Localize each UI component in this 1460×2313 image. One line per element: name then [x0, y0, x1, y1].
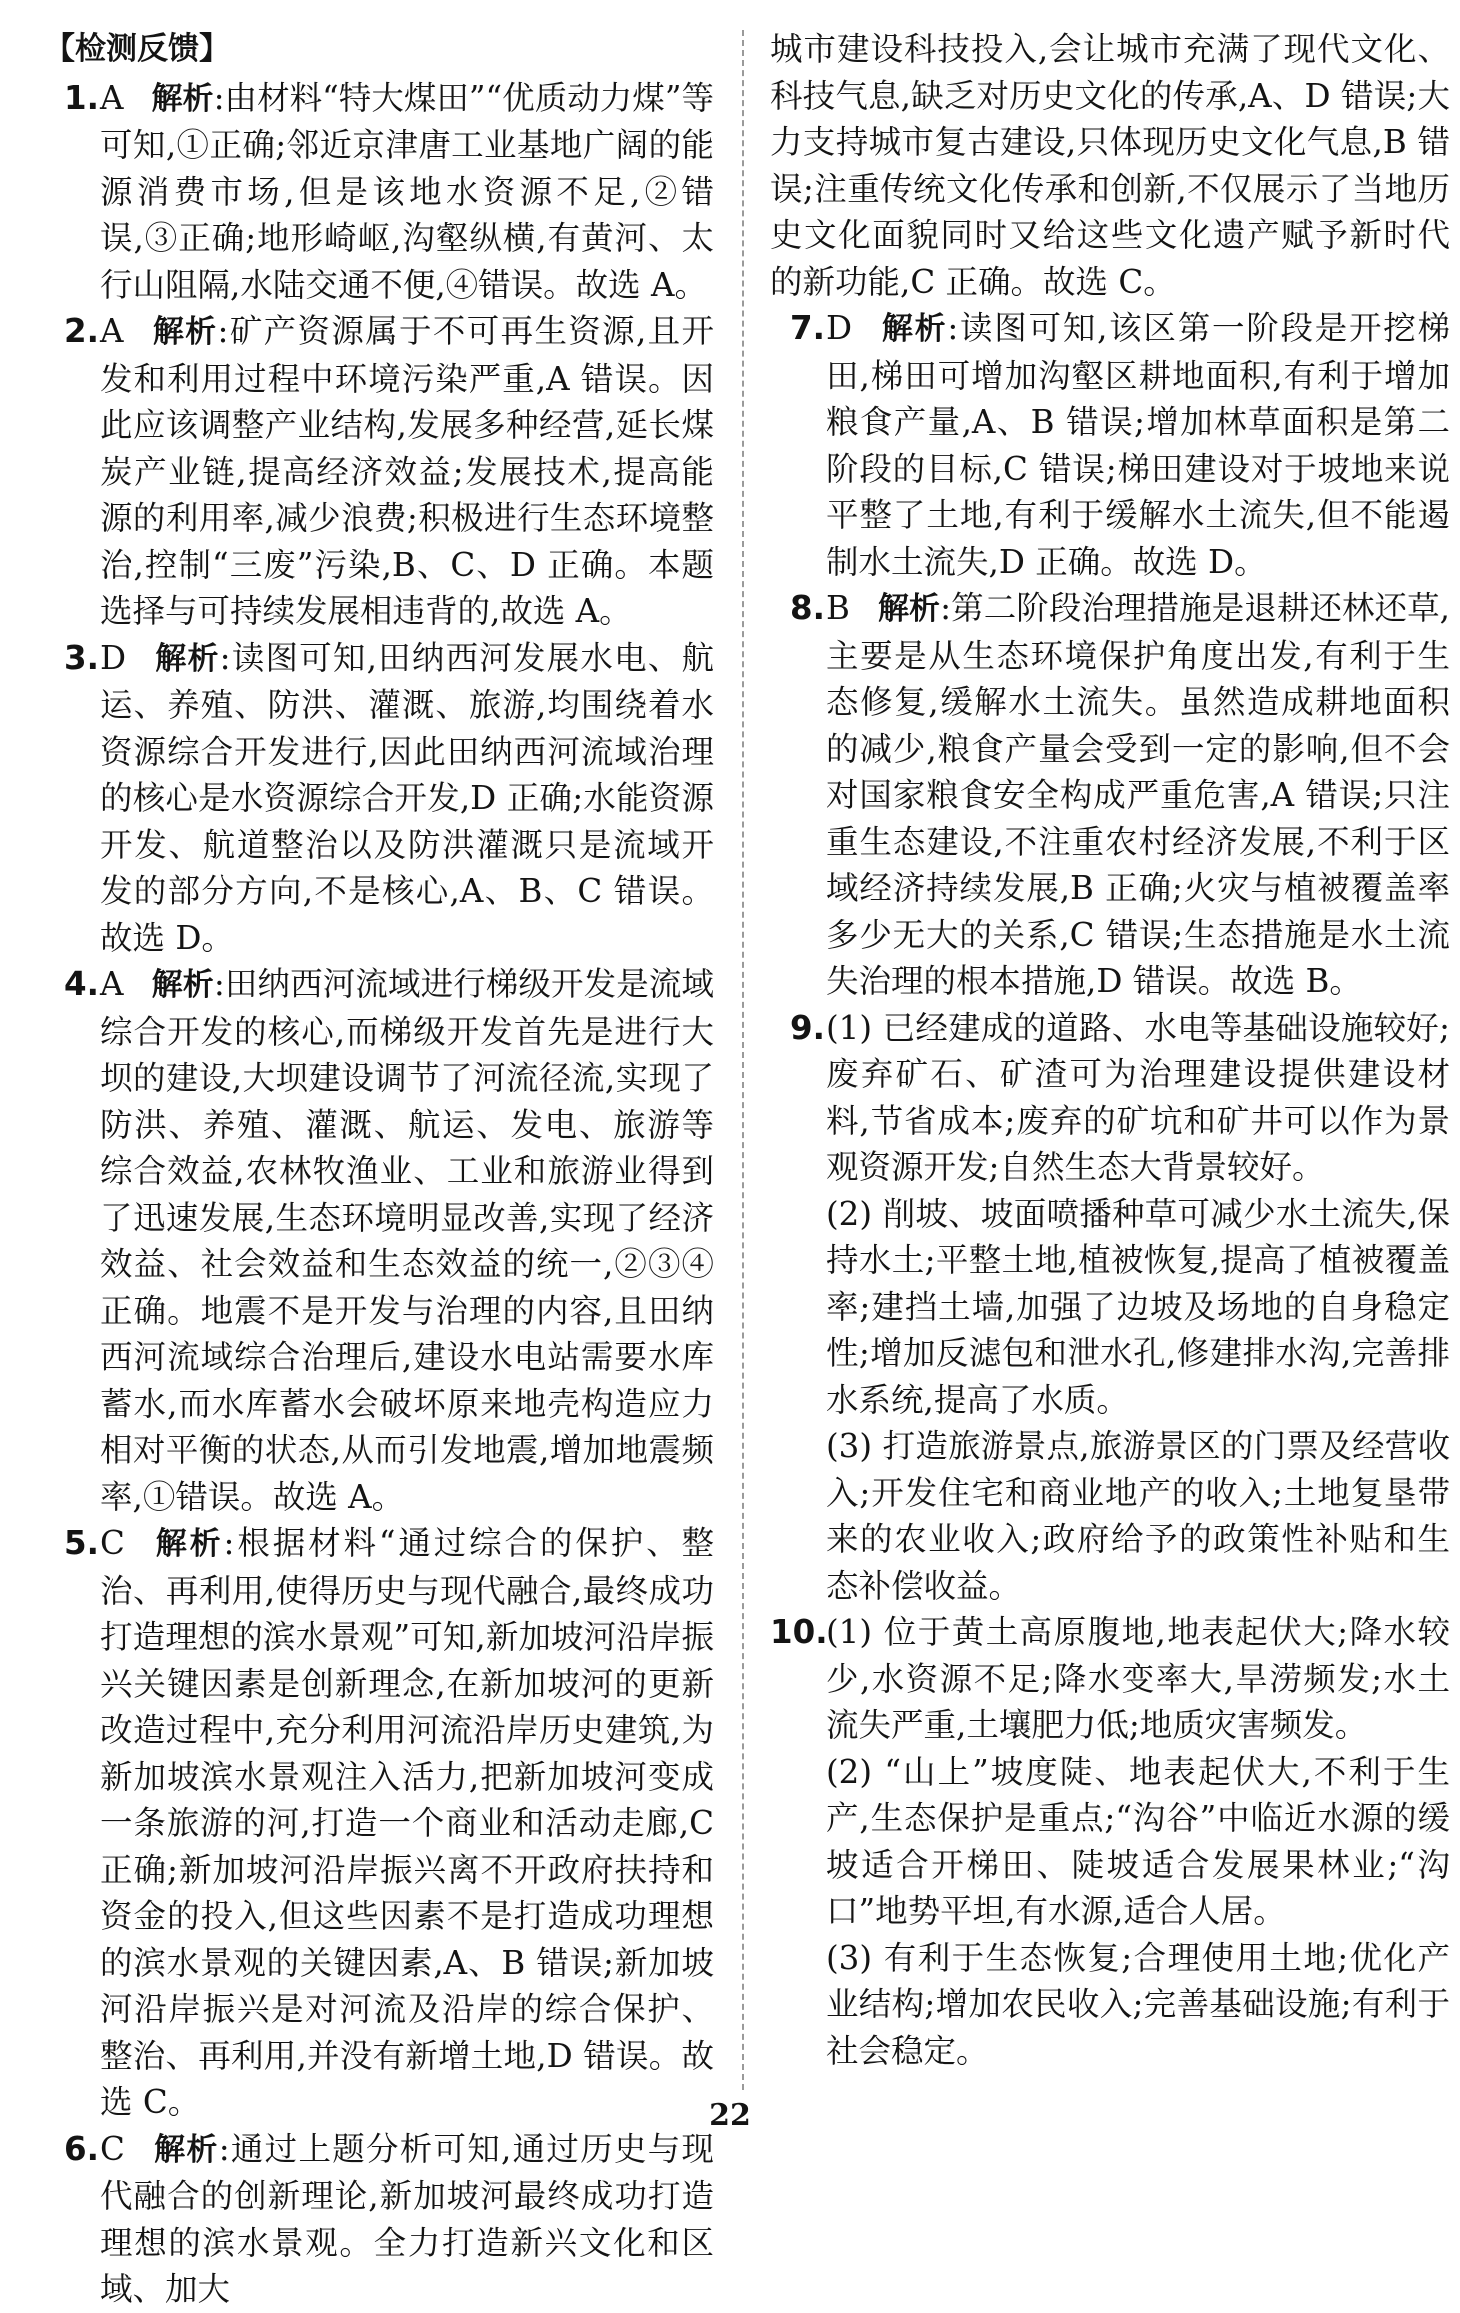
answer-letter: B: [826, 589, 850, 627]
analysis-text: :由材料“特大煤田”“优质动力煤”等可知,①正确;邻近京津唐工业基地广阔的能源消费市场,但是该地水资源不足,②错误,③正确;地形崎岖,沟壑纵横,有黄河、太行山阻隔,水陆交通不便,④错误。故选 A。: [100, 78, 714, 304]
question-number: 6.: [64, 2129, 99, 2168]
question-number: 4.: [64, 965, 99, 1003]
question-number: 9.: [790, 1008, 825, 1047]
question-number: 8.: [790, 589, 825, 627]
page-number: 22: [709, 2098, 751, 2133]
answer-part: (2) “山上”坡度陡、地表起伏大,不利于生产,生态保护是重点;“沟谷”中临近水源的缓坡适合开梯田、陡坡适合发展果林业;“沟口”地势平坦,有水源,适合人居。: [826, 1752, 1450, 1930]
answer-item-4: [44, 961, 714, 1520]
analysis-label: 解析: [151, 314, 218, 350]
analysis-text: :读图可知,田纳西河发展水电、航运、养殖、防洪、灌溉、旅游,均围绕着水资源综合开发进行,因此田纳西河流域治理的核心是水资源综合开发,D 正确;水能资源开发、航道整治以及防洪灌溉只是流域开发的部分方向,不是核心,A、B、C 错误。故选 D。: [100, 638, 714, 957]
answer-item-2: [44, 308, 714, 635]
answer-part: (1) 位于黄土高原腹地,地表起伏大;降水较少,水资源不足;降水变率大,旱涝频发;水土流失严重,土壤肥力低;地质灾害频发。: [826, 1613, 1450, 1744]
analysis-label: 解析: [877, 591, 941, 627]
answer-letter: C: [100, 2129, 125, 2168]
analysis-label: 解析: [151, 80, 214, 117]
answer-part: (2) 削坡、坡面喷播种草可减少水土流失,保持水土;平整土地,植被恢复,提高了植被覆盖率;建挡土墙,加强了边坡及场地的自身稳定性;增加反滤包和泄水孔,修建排水沟,完善排水系统,提高了水质。: [826, 1194, 1450, 1419]
answer-item-8: [770, 585, 1450, 1005]
answer-part: (3) 打造旅游景点,旅游景区的门票及经营收入;开发住宅和商业地产的收入;土地复垦带来的农业收入;政府给予的政策性补贴和生态补偿收益。: [826, 1427, 1450, 1605]
analysis-text: :读图可知,该区第一阶段是开挖梯田,梯田可增加沟壑区耕地面积,有利于增加粮食产量,A、B 错误;增加林草面积是第二阶段的目标,C 错误;梯田建设对于坡地来说平整了土地,有利于缓解水土流失,但不能遏制水土流失,D 正确。故选 D。: [826, 309, 1451, 581]
answer-item-6-continued: 城市建设科技投入,会让城市充满了现代文化、科技气息,缺乏对历史文化的传承,A、D 错误;大力支持城市复古建设,只体现历史文化气息,B 错误;注重传统文化传承和创新,不仅展示了当地历史文化面貌同时又给这些文化遗产赋予新时代的新功能,C 正确。故选 C。: [770, 30, 1450, 301]
question-number: 3.: [64, 638, 99, 677]
analysis-text: :矿产资源属于不可再生资源,且开发和利用过程中环境污染严重,A 错误。因此应该调整产业结构,发展多种经营,延长煤炭产业链,提高经济效益;发展技术,提高能源的利用率,减少浪费;积极进行生态环境整治,控制“三废”污染,B、C、D 正确。本题选择与可持续发展相违背的,故选 A。: [100, 312, 715, 630]
answer-part: (1) 已经建成的道路、水电等基础设施较好;废弃矿石、矿渣可为治理建设提供建设材料,节省成本;废弃的矿坑和矿井可以作为景观资源开发;自然生态大背景较好。: [826, 1008, 1450, 1186]
analysis-label: 解析: [880, 311, 948, 347]
answer-item-3: [44, 635, 714, 962]
question-number: 2.: [64, 312, 99, 350]
section-title: 【检测反馈】: [44, 31, 230, 67]
analysis-label: 解析: [151, 967, 214, 1003]
answer-letter: C: [100, 1524, 125, 1562]
answer-item-7: [770, 305, 1450, 585]
answer-letter: D: [100, 638, 127, 677]
answer-letter: A: [100, 965, 124, 1003]
analysis-text: :田纳西河流域进行梯级开发是流域综合开发的核心,而梯级开发首先是进行大坝的建设,大坝建设调节了河流径流,实现了防洪、养殖、灌溉、航运、发电、旅游等综合效益,农林牧渔业、工业和旅游业得到了迅速发展,生态环境明显改善,实现了经济效益、社会效益和生态效益的统一,②③④正确。地震不是开发与治理的内容,且田纳西河流域综合治理后,建设水电站需要水库蓄水,而水库蓄水会破坏原来地壳构造应力相对平衡的状态,从而引发地震,增加地震频率,①错误。故选 A。: [100, 965, 714, 1516]
question-number: 7.: [790, 309, 825, 347]
analysis-label: 解析: [152, 2131, 219, 2168]
left-column: [44, 26, 714, 2313]
answer-item-9: [770, 1005, 1450, 1610]
analysis-text: :通过上题分析可知,通过历史与现代融合的创新理论,新加坡河最终成功打造理想的滨水景观。全力打造新兴文化和区域、加大: [100, 2129, 715, 2308]
answer-letter: D: [826, 309, 853, 347]
answer-part: (3) 有利于生态恢复;合理使用土地;优化产业结构;增加农民收入;完善基础设施;有利于社会稳定。: [826, 1938, 1450, 2070]
question-number: 10.: [770, 1613, 828, 1651]
answer-item-5: [44, 1520, 714, 2126]
question-number: 5.: [64, 1524, 99, 1562]
answer-item-1: [44, 75, 714, 309]
analysis-label: 解析: [154, 640, 220, 677]
analysis-label: 解析: [152, 1526, 224, 1562]
answer-item-10: [770, 1609, 1450, 2074]
answer-letter: A: [100, 312, 124, 350]
column-divider: [742, 30, 744, 2090]
answer-letter: A: [100, 78, 124, 117]
analysis-text: :第二阶段治理措施是退耕还林还草,主要是从生态环境保护角度出发,有利于生态修复,缓解水土流失。虽然造成耕地面积的减少,粮食产量会受到一定的影响,但不会对国家粮食安全构成严重危害,A 错误;只注重生态建设,不注重农村经济发展,不利于区域经济持续发展,B 正确;火灾与植被覆盖率多少无大的关系,C 错误;生态措施是水土流失治理的根本措施,D 错误。故选 B。: [826, 589, 1451, 1000]
analysis-text: :根据材料“通过综合的保护、整治、再利用,使得历史与现代融合,最终成功打造理想的滨水景观”可知,新加坡河沿岸振兴关键因素是创新理念,在新加坡河的更新改造过程中,充分利用河流沿岸历史建筑,为新加坡滨水景观注入活力,把新加坡河变成一条旅游的河,打造一个商业和活动走廊,C 正确;新加坡河沿岸振兴离不开政府扶持和资金的投入,但这些因素不是打造成功理想的滨水景观的关键因素,A、B 错误;新加坡河沿岸振兴是对河流及沿岸的综合保护、整治、再利用,并没有新增土地,D 错误。故选 C。: [100, 1524, 714, 2121]
right-column: [770, 26, 1450, 2074]
answer-item-6: [44, 2126, 714, 2313]
question-number: 1.: [64, 78, 99, 117]
